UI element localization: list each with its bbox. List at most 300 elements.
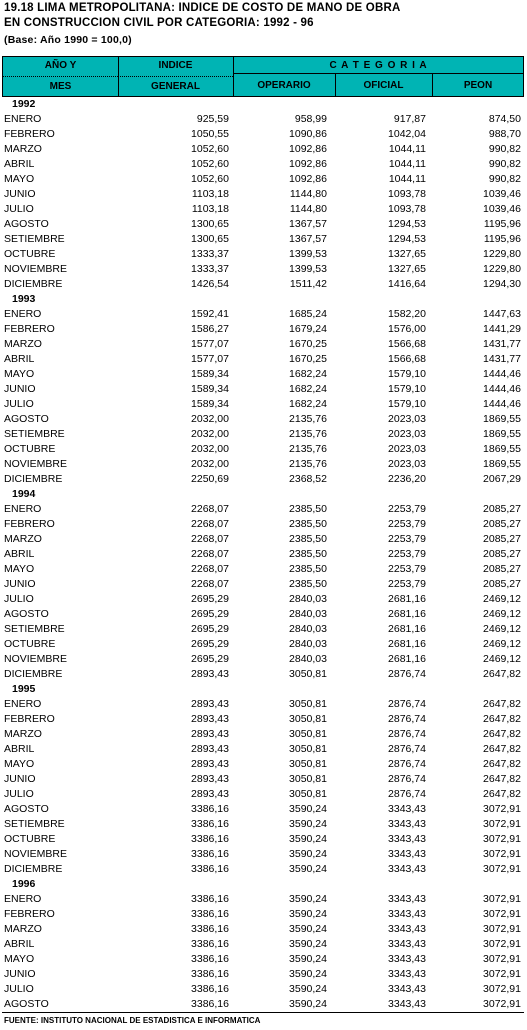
table-row <box>0 862 527 877</box>
table-row <box>0 472 527 487</box>
oficial-cell: 2253,79 <box>388 503 426 515</box>
operario-cell: 1092,86 <box>289 173 327 185</box>
peon-cell: 1869,55 <box>483 443 521 455</box>
table-row <box>0 832 527 847</box>
oficial-cell: 3343,43 <box>388 833 426 845</box>
table-body <box>0 97 527 1012</box>
year-row: 1993 <box>12 293 36 305</box>
operario-cell: 2385,50 <box>289 503 327 515</box>
operario-cell: 3590,24 <box>289 923 327 935</box>
oficial-cell: 1044,11 <box>388 158 426 170</box>
oficial-cell: 1044,11 <box>388 143 426 155</box>
peon-cell: 2647,82 <box>483 668 521 680</box>
oficial-cell: 2876,74 <box>388 713 426 725</box>
table-row <box>0 802 527 817</box>
month-cell: AGOSTO <box>4 998 49 1010</box>
peon-cell: 3072,91 <box>483 908 521 920</box>
indice-general-cell: 3386,16 <box>191 953 229 965</box>
table-row <box>0 712 527 727</box>
peon-cell: 2469,12 <box>483 593 521 605</box>
operario-cell: 1090,86 <box>289 128 327 140</box>
year-row: 1995 <box>12 683 36 695</box>
peon-cell: 2647,82 <box>483 743 521 755</box>
indice-general-cell: 1333,37 <box>191 248 229 260</box>
operario-cell: 1399,53 <box>289 248 327 260</box>
table-row <box>0 997 527 1012</box>
table-row <box>0 142 527 157</box>
oficial-cell: 1042,04 <box>388 128 426 140</box>
table-row <box>0 817 527 832</box>
month-cell: NOVIEMBRE <box>4 848 68 860</box>
table-row <box>0 412 527 427</box>
month-cell: ENERO <box>4 308 42 320</box>
oficial-cell: 1093,78 <box>388 203 426 215</box>
month-cell: FEBRERO <box>4 518 55 530</box>
oficial-cell: 3343,43 <box>388 953 426 965</box>
month-cell: FEBRERO <box>4 323 55 335</box>
operario-cell: 3590,24 <box>289 893 327 905</box>
table-base-note: (Base: Año 1990 = 100,0) <box>4 34 132 46</box>
oficial-cell: 3343,43 <box>388 968 426 980</box>
table-row <box>0 202 527 217</box>
indice-general-cell: 2268,07 <box>191 548 229 560</box>
operario-cell: 3590,24 <box>289 803 327 815</box>
indice-general-cell: 1426,54 <box>191 278 229 290</box>
table-row <box>0 397 527 412</box>
oficial-cell: 2681,16 <box>388 638 426 650</box>
operario-cell: 1682,24 <box>289 383 327 395</box>
peon-cell: 1441,29 <box>483 323 521 335</box>
indice-general-cell: 1589,34 <box>191 398 229 410</box>
oficial-cell: 2023,03 <box>388 458 426 470</box>
peon-cell: 3072,91 <box>483 848 521 860</box>
month-cell: JULIO <box>4 398 34 410</box>
oficial-cell: 2023,03 <box>388 428 426 440</box>
operario-cell: 3590,24 <box>289 833 327 845</box>
peon-cell: 3072,91 <box>483 893 521 905</box>
operario-cell: 1682,24 <box>289 398 327 410</box>
month-cell: JUNIO <box>4 773 36 785</box>
table-row <box>0 112 527 127</box>
operario-cell: 2385,50 <box>289 563 327 575</box>
table-row <box>0 907 527 922</box>
header-categoria: C A T E G O R I A <box>329 60 428 71</box>
indice-general-cell: 1589,34 <box>191 368 229 380</box>
oficial-cell: 3343,43 <box>388 818 426 830</box>
peon-cell: 3072,91 <box>483 998 521 1010</box>
peon-cell: 2085,27 <box>483 503 521 515</box>
indice-general-cell: 2695,29 <box>191 623 229 635</box>
indice-general-cell: 3386,16 <box>191 803 229 815</box>
indice-general-cell: 2032,00 <box>191 458 229 470</box>
indice-general-cell: 2893,43 <box>191 698 229 710</box>
month-cell: DICIEMBRE <box>4 473 63 485</box>
month-cell: DICIEMBRE <box>4 668 63 680</box>
month-cell: AGOSTO <box>4 218 49 230</box>
table-row <box>0 892 527 907</box>
peon-cell: 3072,91 <box>483 863 521 875</box>
indice-general-cell: 1050,55 <box>191 128 229 140</box>
operario-cell: 3050,81 <box>289 758 327 770</box>
table-row <box>0 172 527 187</box>
month-cell: MAYO <box>4 368 35 380</box>
oficial-cell: 3343,43 <box>388 893 426 905</box>
oficial-cell: 1294,53 <box>388 233 426 245</box>
operario-cell: 1670,25 <box>289 353 327 365</box>
operario-cell: 1511,42 <box>289 278 327 290</box>
oficial-cell: 2253,79 <box>388 578 426 590</box>
peon-cell: 2647,82 <box>483 758 521 770</box>
indice-general-cell: 1052,60 <box>191 143 229 155</box>
table-row <box>0 727 527 742</box>
header-operario: OPERARIO <box>257 80 311 91</box>
month-cell: JULIO <box>4 203 34 215</box>
peon-cell: 2647,82 <box>483 773 521 785</box>
table-row <box>0 277 527 292</box>
peon-cell: 2085,27 <box>483 548 521 560</box>
table-row <box>0 502 527 517</box>
peon-cell: 1431,77 <box>483 338 521 350</box>
table-row <box>0 367 527 382</box>
operario-cell: 1399,53 <box>289 263 327 275</box>
peon-cell: 3072,91 <box>483 953 521 965</box>
month-cell: SETIEMBRE <box>4 623 65 635</box>
oficial-cell: 2023,03 <box>388 413 426 425</box>
month-cell: MAYO <box>4 563 35 575</box>
oficial-cell: 3343,43 <box>388 923 426 935</box>
table-row <box>0 637 527 652</box>
month-cell: AGOSTO <box>4 413 49 425</box>
oficial-cell: 3343,43 <box>388 848 426 860</box>
peon-cell: 1444,46 <box>483 383 521 395</box>
peon-cell: 1869,55 <box>483 458 521 470</box>
oficial-cell: 2681,16 <box>388 593 426 605</box>
peon-cell: 1039,46 <box>483 188 521 200</box>
operario-cell: 2135,76 <box>289 443 327 455</box>
month-cell: FEBRERO <box>4 128 55 140</box>
table-row <box>0 547 527 562</box>
oficial-cell: 3343,43 <box>388 908 426 920</box>
indice-general-cell: 3386,16 <box>191 998 229 1010</box>
oficial-cell: 2876,74 <box>388 698 426 710</box>
month-cell: AGOSTO <box>4 608 49 620</box>
month-cell: JULIO <box>4 788 34 800</box>
month-cell: MARZO <box>4 533 42 545</box>
table-bottom-rule <box>2 1012 524 1013</box>
month-cell: MAYO <box>4 758 35 770</box>
table-row <box>0 247 527 262</box>
operario-cell: 3590,24 <box>289 938 327 950</box>
peon-cell: 2469,12 <box>483 608 521 620</box>
table-row <box>0 937 527 952</box>
table-subtitle: EN CONSTRUCCION CIVIL POR CATEGORIA: 1992 - 96 <box>4 17 314 29</box>
month-cell: JULIO <box>4 983 34 995</box>
indice-general-cell: 2268,07 <box>191 503 229 515</box>
peon-cell: 3072,91 <box>483 983 521 995</box>
indice-general-cell: 2893,43 <box>191 788 229 800</box>
operario-cell: 1092,86 <box>289 143 327 155</box>
peon-cell: 2085,27 <box>483 578 521 590</box>
indice-general-cell: 1577,07 <box>191 353 229 365</box>
indice-general-cell: 1577,07 <box>191 338 229 350</box>
indice-general-cell: 2268,07 <box>191 518 229 530</box>
peon-cell: 2647,82 <box>483 698 521 710</box>
peon-cell: 3072,91 <box>483 818 521 830</box>
operario-cell: 2135,76 <box>289 458 327 470</box>
month-cell: OCTUBRE <box>4 638 56 650</box>
peon-cell: 1447,63 <box>483 308 521 320</box>
oficial-cell: 1327,65 <box>388 248 426 260</box>
operario-cell: 1367,57 <box>289 233 327 245</box>
month-cell: NOVIEMBRE <box>4 653 68 665</box>
indice-general-cell: 3386,16 <box>191 863 229 875</box>
table-row <box>0 352 527 367</box>
month-cell: ENERO <box>4 113 42 125</box>
table-row <box>0 232 527 247</box>
operario-cell: 1144,80 <box>289 203 327 215</box>
operario-cell: 1685,24 <box>289 308 327 320</box>
operario-cell: 3590,24 <box>289 998 327 1010</box>
header-general: GENERAL <box>151 81 200 92</box>
indice-general-cell: 3386,16 <box>191 923 229 935</box>
month-cell: ENERO <box>4 698 42 710</box>
oficial-cell: 1566,68 <box>388 353 426 365</box>
month-cell: MARZO <box>4 923 42 935</box>
table-row <box>0 562 527 577</box>
month-cell: OCTUBRE <box>4 248 56 260</box>
oficial-cell: 2253,79 <box>388 518 426 530</box>
table-row <box>0 457 527 472</box>
month-cell: ABRIL <box>4 548 35 560</box>
table-row <box>0 952 527 967</box>
oficial-cell: 3343,43 <box>388 983 426 995</box>
indice-general-cell: 1103,18 <box>191 188 229 200</box>
oficial-cell: 1566,68 <box>388 338 426 350</box>
peon-cell: 2085,27 <box>483 518 521 530</box>
indice-general-cell: 3386,16 <box>191 833 229 845</box>
month-cell: MARZO <box>4 143 42 155</box>
table-row <box>0 187 527 202</box>
peon-cell: 2067,29 <box>483 473 521 485</box>
table-row <box>0 922 527 937</box>
indice-general-cell: 2268,07 <box>191 533 229 545</box>
indice-general-cell: 2695,29 <box>191 593 229 605</box>
month-cell: JUNIO <box>4 968 36 980</box>
operario-cell: 2135,76 <box>289 428 327 440</box>
peon-cell: 2647,82 <box>483 728 521 740</box>
operario-cell: 2135,76 <box>289 413 327 425</box>
table-row <box>0 667 527 682</box>
peon-cell: 2469,12 <box>483 638 521 650</box>
operario-cell: 3050,81 <box>289 788 327 800</box>
peon-cell: 2647,82 <box>483 713 521 725</box>
month-cell: FEBRERO <box>4 908 55 920</box>
oficial-cell: 3343,43 <box>388 863 426 875</box>
oficial-cell: 2876,74 <box>388 728 426 740</box>
operario-cell: 3590,24 <box>289 818 327 830</box>
indice-general-cell: 3386,16 <box>191 893 229 905</box>
month-cell: ENERO <box>4 503 42 515</box>
operario-cell: 3590,24 <box>289 908 327 920</box>
peon-cell: 1444,46 <box>483 368 521 380</box>
month-cell: MAYO <box>4 173 35 185</box>
indice-general-cell: 2032,00 <box>191 428 229 440</box>
month-cell: OCTUBRE <box>4 833 56 845</box>
indice-general-cell: 2893,43 <box>191 758 229 770</box>
operario-cell: 3590,24 <box>289 968 327 980</box>
peon-cell: 990,82 <box>488 143 521 155</box>
peon-cell: 988,70 <box>488 128 521 140</box>
table-row <box>0 442 527 457</box>
month-cell: NOVIEMBRE <box>4 263 68 275</box>
month-cell: SETIEMBRE <box>4 428 65 440</box>
peon-cell: 1195,96 <box>483 233 521 245</box>
oficial-cell: 2681,16 <box>388 623 426 635</box>
peon-cell: 1869,55 <box>483 428 521 440</box>
operario-cell: 3050,81 <box>289 743 327 755</box>
peon-cell: 1229,80 <box>483 248 521 260</box>
operario-cell: 2840,03 <box>289 623 327 635</box>
month-cell: DICIEMBRE <box>4 278 63 290</box>
oficial-cell: 1579,10 <box>388 368 426 380</box>
year-row: 1996 <box>12 878 36 890</box>
peon-cell: 2085,27 <box>483 563 521 575</box>
oficial-cell: 1582,20 <box>388 308 426 320</box>
header-peon: PEON <box>463 80 493 91</box>
month-cell: DICIEMBRE <box>4 863 63 875</box>
oficial-cell: 2876,74 <box>388 758 426 770</box>
table-row <box>0 622 527 637</box>
table-row <box>0 217 527 232</box>
month-cell: NOVIEMBRE <box>4 458 68 470</box>
indice-general-cell: 1333,37 <box>191 263 229 275</box>
month-cell: JUNIO <box>4 578 36 590</box>
operario-cell: 1670,25 <box>289 338 327 350</box>
operario-cell: 1682,24 <box>289 368 327 380</box>
oficial-cell: 2876,74 <box>388 773 426 785</box>
oficial-cell: 2876,74 <box>388 668 426 680</box>
indice-general-cell: 3386,16 <box>191 848 229 860</box>
peon-cell: 1039,46 <box>483 203 521 215</box>
header-mes: MES <box>49 81 72 92</box>
indice-general-cell: 2893,43 <box>191 668 229 680</box>
indice-general-cell: 1052,60 <box>191 158 229 170</box>
peon-cell: 2647,82 <box>483 788 521 800</box>
table-row <box>0 517 527 532</box>
month-cell: AGOSTO <box>4 803 49 815</box>
peon-cell: 1869,55 <box>483 413 521 425</box>
year-row: 1992 <box>12 98 36 110</box>
oficial-cell: 2681,16 <box>388 653 426 665</box>
oficial-cell: 917,87 <box>393 113 426 125</box>
table-row <box>0 157 527 172</box>
table-row <box>0 127 527 142</box>
source-note: FUENTE: INSTITUTO NACIONAL DE ESTADISTICA E INFORMATICA <box>4 1016 261 1025</box>
oficial-cell: 3343,43 <box>388 938 426 950</box>
peon-cell: 3072,91 <box>483 803 521 815</box>
indice-general-cell: 1300,65 <box>191 233 229 245</box>
header-indice: INDICE <box>158 60 193 71</box>
oficial-cell: 1093,78 <box>388 188 426 200</box>
year-row: 1994 <box>12 488 36 500</box>
table-row <box>0 742 527 757</box>
month-cell: JUNIO <box>4 188 36 200</box>
peon-cell: 1229,80 <box>483 263 521 275</box>
indice-general-cell: 3386,16 <box>191 968 229 980</box>
peon-cell: 3072,91 <box>483 938 521 950</box>
oficial-cell: 2253,79 <box>388 563 426 575</box>
table-row <box>0 652 527 667</box>
peon-cell: 1195,96 <box>483 218 521 230</box>
indice-general-cell: 925,59 <box>196 113 229 125</box>
month-cell: MAYO <box>4 953 35 965</box>
oficial-cell: 1579,10 <box>388 398 426 410</box>
operario-cell: 1367,57 <box>289 218 327 230</box>
table-header <box>2 56 524 97</box>
month-cell: MARZO <box>4 728 42 740</box>
operario-cell: 2840,03 <box>289 638 327 650</box>
table-row <box>0 427 527 442</box>
table-row <box>0 787 527 802</box>
table-row <box>0 982 527 997</box>
operario-cell: 3050,81 <box>289 728 327 740</box>
operario-cell: 2385,50 <box>289 518 327 530</box>
indice-general-cell: 2695,29 <box>191 608 229 620</box>
oficial-cell: 1327,65 <box>388 263 426 275</box>
indice-general-cell: 1103,18 <box>191 203 229 215</box>
peon-cell: 990,82 <box>488 158 521 170</box>
table-row <box>0 607 527 622</box>
operario-cell: 1679,24 <box>289 323 327 335</box>
table-row <box>0 577 527 592</box>
operario-cell: 2385,50 <box>289 533 327 545</box>
peon-cell: 3072,91 <box>483 968 521 980</box>
indice-general-cell: 2032,00 <box>191 443 229 455</box>
operario-cell: 3590,24 <box>289 848 327 860</box>
oficial-cell: 1579,10 <box>388 383 426 395</box>
indice-general-cell: 2893,43 <box>191 713 229 725</box>
indice-general-cell: 3386,16 <box>191 938 229 950</box>
oficial-cell: 2876,74 <box>388 788 426 800</box>
indice-general-cell: 1586,27 <box>191 323 229 335</box>
month-cell: MARZO <box>4 338 42 350</box>
header-ano: AÑO Y <box>44 60 77 71</box>
peon-cell: 2085,27 <box>483 533 521 545</box>
oficial-cell: 2236,20 <box>388 473 426 485</box>
operario-cell: 3050,81 <box>289 773 327 785</box>
header-oficial: OFICIAL <box>363 80 404 91</box>
indice-general-cell: 3386,16 <box>191 908 229 920</box>
table-row <box>0 967 527 982</box>
oficial-cell: 1044,11 <box>388 173 426 185</box>
oficial-cell: 3343,43 <box>388 998 426 1010</box>
oficial-cell: 2253,79 <box>388 548 426 560</box>
indice-general-cell: 2032,00 <box>191 413 229 425</box>
peon-cell: 874,50 <box>488 113 521 125</box>
month-cell: ENERO <box>4 893 42 905</box>
operario-cell: 3050,81 <box>289 668 327 680</box>
month-cell: JUNIO <box>4 383 36 395</box>
operario-cell: 1092,86 <box>289 158 327 170</box>
month-cell: SETIEMBRE <box>4 233 65 245</box>
peon-cell: 2469,12 <box>483 623 521 635</box>
indice-general-cell: 3386,16 <box>191 983 229 995</box>
table-row <box>0 697 527 712</box>
oficial-cell: 1576,00 <box>388 323 426 335</box>
indice-general-cell: 2250,69 <box>191 473 229 485</box>
table-row <box>0 322 527 337</box>
oficial-cell: 2681,16 <box>388 608 426 620</box>
